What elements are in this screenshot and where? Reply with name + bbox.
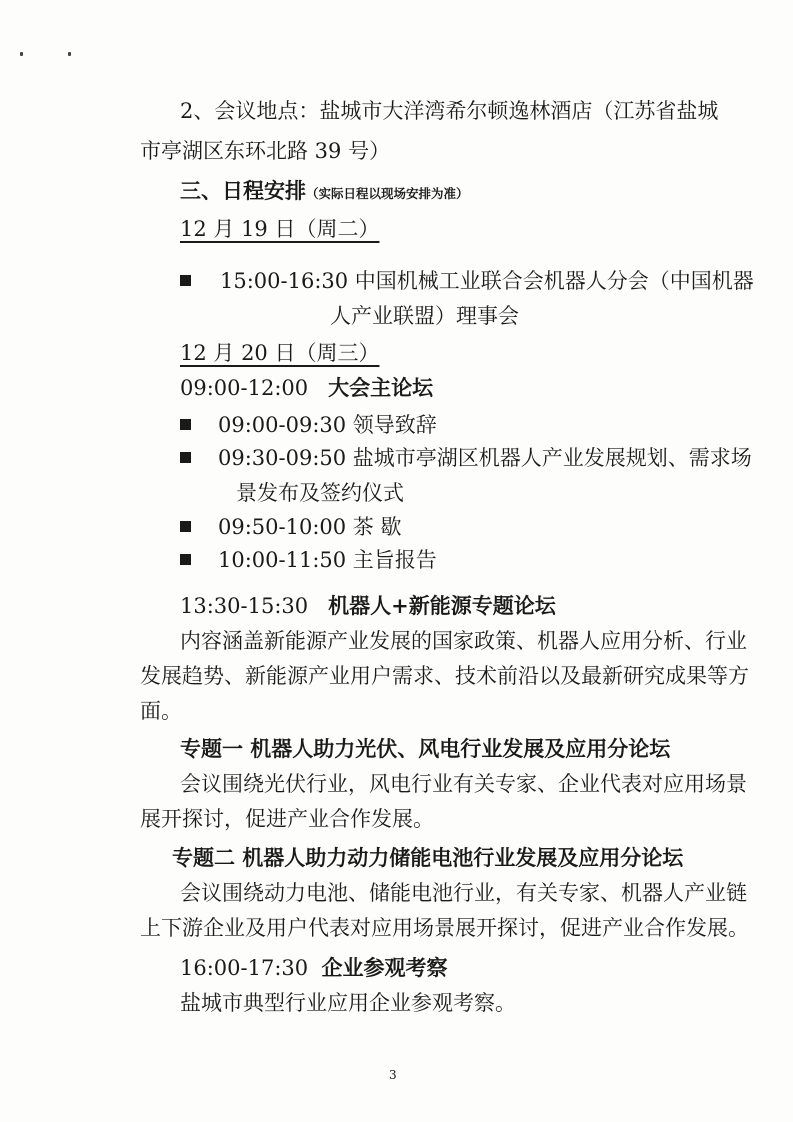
bullet-square-icon: [180, 419, 191, 430]
forum2-title: 机器人+新能源专题论坛: [328, 593, 556, 618]
visit-title: 企业参观考察: [321, 955, 448, 980]
visit-time: 16:00-17:30: [180, 956, 309, 980]
forum2-desc-line: 面。: [140, 699, 182, 723]
schedule-note: （实际日程以现场安排为准）: [306, 186, 469, 201]
scan-speck: [20, 52, 23, 56]
scan-speck: [68, 52, 71, 56]
forum2-desc-line: 内容涵盖新能源产业发展的国家政策、机器人应用分析、行业: [180, 629, 747, 653]
agenda-item: 09:50-10:00 茶 歇: [218, 515, 402, 539]
visit-heading: [180, 955, 448, 981]
page-number: 3: [389, 1068, 397, 1082]
bullet-square-icon: [180, 554, 191, 565]
bullet-square-icon: [180, 452, 191, 463]
schedule-heading: [180, 178, 469, 207]
forum2-time: 13:30-15:30: [180, 594, 309, 618]
bullet-square-icon: [180, 275, 191, 286]
forum2-desc-line: 发展趋势、新能源产业用户需求、技术前沿以及最新研究成果等方: [140, 664, 749, 688]
bullet-square-icon: [180, 521, 191, 532]
topic2-title: 专题二 机器人助力动力储能电池行业发展及应用分论坛: [172, 845, 684, 870]
main-forum-title: 大会主论坛: [328, 375, 434, 400]
forum2-heading: [180, 593, 556, 619]
topic2-desc-line: 上下游企业及用户代表对应用场景展开探讨，促进产业合作发展。: [140, 916, 749, 940]
agenda-item: 09:00-09:30 领导致辞: [218, 413, 437, 437]
venue-line-2: 市亭湖区东环北路 39 号）: [140, 139, 391, 163]
visit-desc: 盐城市典型行业应用企业参观考察。: [180, 991, 516, 1015]
agenda-item-continued: 景发布及签约仪式: [236, 481, 404, 505]
main-forum-time: 09:00-12:00: [180, 376, 309, 400]
topic2-desc-line: 会议围绕动力电池、储能电池行业，有关专家、机器人产业链: [180, 881, 747, 905]
day1-item-line-1: 15:00-16:30 中国机械工业联合会机器人分会（中国机器: [220, 269, 754, 293]
day2-date: 12 月 20 日（周三）: [180, 341, 380, 365]
topic1-title: 专题一 机器人助力光伏、风电行业发展及应用分论坛: [180, 736, 671, 761]
day1-item-line-2: 人产业联盟）理事会: [330, 304, 519, 328]
topic1-desc-line: 展开探讨，促进产业合作发展。: [140, 807, 434, 831]
agenda-item: 10:00-11:50 主旨报告: [218, 548, 437, 572]
topic1-desc-line: 会议围绕光伏行业，风电行业有关专家、企业代表对应用场景: [180, 772, 747, 796]
main-forum-heading: [180, 375, 433, 401]
schedule-heading-text: 三、日程安排: [180, 178, 306, 203]
agenda-item: 09:30-09:50 盐城市亭湖区机器人产业发展规划、需求场: [218, 446, 752, 470]
day1-date: 12 月 19 日（周二）: [180, 217, 380, 241]
venue-line-1: 2、会议地点：盐城市大洋湾希尔顿逸林酒店（江苏省盐城: [180, 99, 719, 123]
